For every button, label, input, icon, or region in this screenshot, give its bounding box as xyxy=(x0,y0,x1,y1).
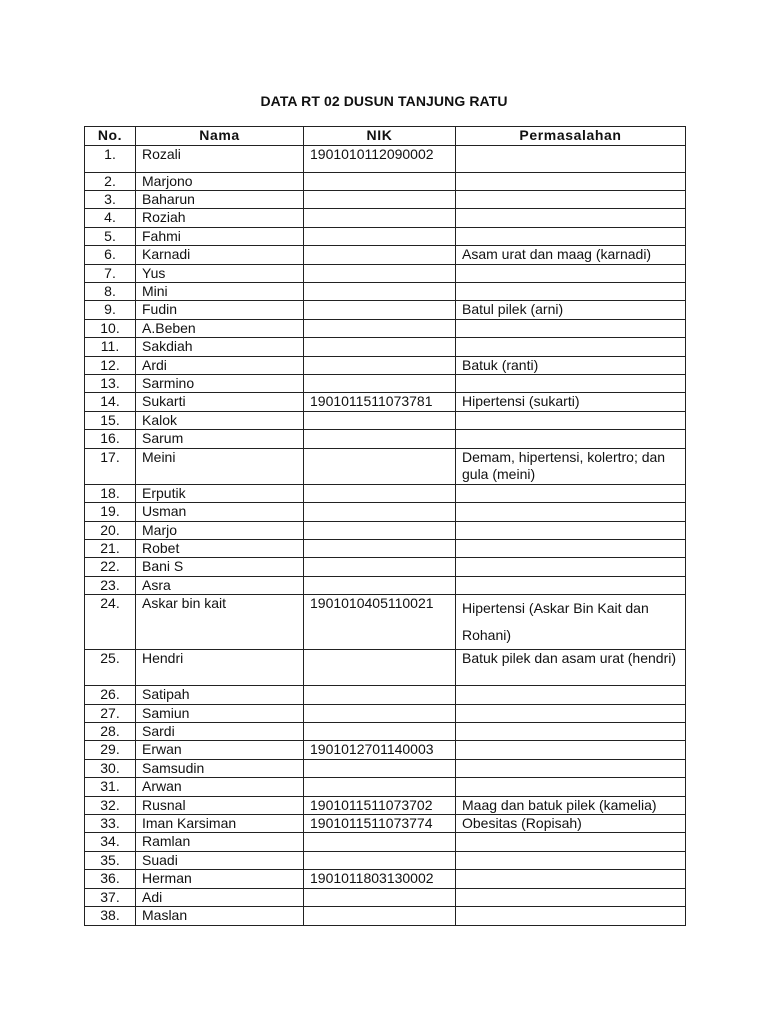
row-nama: Erwan xyxy=(136,741,304,760)
row-permasalahan xyxy=(456,412,686,430)
row-number: 14. xyxy=(85,393,136,412)
row-number: 19. xyxy=(85,503,136,522)
row-nik xyxy=(304,265,456,283)
row-permasalahan xyxy=(456,870,686,889)
row-number: 16. xyxy=(85,430,136,449)
row-permasalahan xyxy=(456,778,686,797)
row-nik xyxy=(304,503,456,522)
table-header-row xyxy=(85,127,686,146)
row-nik: 1901011511073774 xyxy=(304,815,456,833)
row-number: 32. xyxy=(85,797,136,815)
row-number: 38. xyxy=(85,907,136,926)
table-row xyxy=(85,449,686,485)
row-nama: Mini xyxy=(136,283,304,301)
row-nik xyxy=(304,412,456,430)
table-row xyxy=(85,577,686,595)
row-nama: Bani S xyxy=(136,558,304,577)
table-row xyxy=(85,173,686,191)
row-nik: 1901011803130002 xyxy=(304,870,456,889)
row-nama: Roziah xyxy=(136,209,304,228)
row-nama: A.Beben xyxy=(136,320,304,338)
table-row xyxy=(85,246,686,265)
row-nama: Rozali xyxy=(136,146,304,173)
row-nik xyxy=(304,430,456,449)
table-row xyxy=(85,705,686,723)
row-nama: Hendri xyxy=(136,650,304,686)
row-permasalahan: Batuk pilek dan asam urat (hendri) xyxy=(456,650,686,686)
row-permasalahan xyxy=(456,577,686,595)
header-nik: NIK xyxy=(304,127,456,146)
row-nama: Sukarti xyxy=(136,393,304,412)
table-row xyxy=(85,209,686,228)
row-nik xyxy=(304,686,456,705)
row-number: 24. xyxy=(85,595,136,650)
row-nama: Ardi xyxy=(136,357,304,375)
row-permasalahan xyxy=(456,686,686,705)
row-permasalahan xyxy=(456,338,686,357)
row-nik xyxy=(304,485,456,503)
row-permasalahan xyxy=(456,228,686,246)
row-nama: Sarmino xyxy=(136,375,304,393)
row-nama: Ramlan xyxy=(136,833,304,852)
row-permasalahan xyxy=(456,540,686,558)
row-number: 12. xyxy=(85,357,136,375)
row-nik xyxy=(304,522,456,540)
row-number: 11. xyxy=(85,338,136,357)
row-permasalahan xyxy=(456,146,686,173)
table-row xyxy=(85,375,686,393)
row-nama: Sakdiah xyxy=(136,338,304,357)
row-number: 3. xyxy=(85,191,136,209)
row-nama: Askar bin kait xyxy=(136,595,304,650)
row-nama: Suadi xyxy=(136,852,304,870)
row-permasalahan xyxy=(456,485,686,503)
row-permasalahan xyxy=(456,705,686,723)
row-nik xyxy=(304,209,456,228)
row-nama: Marjono xyxy=(136,173,304,191)
row-permasalahan: Obesitas (Ropisah) xyxy=(456,815,686,833)
row-permasalahan xyxy=(456,375,686,393)
row-nik xyxy=(304,320,456,338)
row-nik xyxy=(304,246,456,265)
row-nama: Fahmi xyxy=(136,228,304,246)
row-nik xyxy=(304,191,456,209)
row-number: 5. xyxy=(85,228,136,246)
row-nama: Sardi xyxy=(136,723,304,741)
row-permasalahan xyxy=(456,283,686,301)
row-permasalahan: Hipertensi (sukarti) xyxy=(456,393,686,412)
table-row xyxy=(85,191,686,209)
table-row xyxy=(85,686,686,705)
row-nik xyxy=(304,375,456,393)
row-nama: Yus xyxy=(136,265,304,283)
table-row xyxy=(85,833,686,852)
table-row xyxy=(85,907,686,926)
row-nik xyxy=(304,650,456,686)
row-number: 34. xyxy=(85,833,136,852)
row-nama: Baharun xyxy=(136,191,304,209)
table-row xyxy=(85,870,686,889)
row-number: 30. xyxy=(85,760,136,778)
row-permasalahan xyxy=(456,889,686,907)
row-permasalahan: Hipertensi (Askar Bin Kait dan Rohani) xyxy=(456,595,686,650)
row-number: 7. xyxy=(85,265,136,283)
row-permasalahan xyxy=(456,522,686,540)
row-number: 15. xyxy=(85,412,136,430)
row-number: 33. xyxy=(85,815,136,833)
row-permasalahan xyxy=(456,503,686,522)
row-nama: Usman xyxy=(136,503,304,522)
table-row xyxy=(85,228,686,246)
row-nik xyxy=(304,540,456,558)
row-nik: 1901011511073781 xyxy=(304,393,456,412)
row-nama: Adi xyxy=(136,889,304,907)
row-permasalahan: Maag dan batuk pilek (kamelia) xyxy=(456,797,686,815)
table-row xyxy=(85,485,686,503)
table-row xyxy=(85,320,686,338)
row-nik: 1901011511073702 xyxy=(304,797,456,815)
table-row xyxy=(85,265,686,283)
row-nik xyxy=(304,723,456,741)
row-number: 4. xyxy=(85,209,136,228)
row-nama: Sarum xyxy=(136,430,304,449)
row-nik xyxy=(304,449,456,485)
header-no: No. xyxy=(85,127,136,146)
row-nama: Samsudin xyxy=(136,760,304,778)
row-nama: Marjo xyxy=(136,522,304,540)
row-nik xyxy=(304,778,456,797)
row-permasalahan xyxy=(456,265,686,283)
row-number: 9. xyxy=(85,301,136,320)
row-number: 13. xyxy=(85,375,136,393)
table-row xyxy=(85,430,686,449)
row-permasalahan xyxy=(456,173,686,191)
row-nama: Iman Karsiman xyxy=(136,815,304,833)
table-row xyxy=(85,357,686,375)
table-row xyxy=(85,540,686,558)
row-number: 1. xyxy=(85,146,136,173)
table-row xyxy=(85,393,686,412)
row-number: 8. xyxy=(85,283,136,301)
row-nik xyxy=(304,833,456,852)
row-number: 23. xyxy=(85,577,136,595)
table-body xyxy=(85,146,686,926)
table-row xyxy=(85,815,686,833)
row-nama: Asra xyxy=(136,577,304,595)
row-permasalahan xyxy=(456,430,686,449)
row-nik xyxy=(304,357,456,375)
row-nama: Robet xyxy=(136,540,304,558)
row-nama: Satipah xyxy=(136,686,304,705)
row-nik xyxy=(304,852,456,870)
table-row xyxy=(85,146,686,173)
row-number: 10. xyxy=(85,320,136,338)
row-nama: Maslan xyxy=(136,907,304,926)
row-permasalahan xyxy=(456,209,686,228)
row-number: 26. xyxy=(85,686,136,705)
table-row xyxy=(85,283,686,301)
row-nik xyxy=(304,228,456,246)
row-nik xyxy=(304,889,456,907)
table-row xyxy=(85,558,686,577)
row-permasalahan xyxy=(456,907,686,926)
row-number: 29. xyxy=(85,741,136,760)
row-number: 22. xyxy=(85,558,136,577)
row-nik xyxy=(304,301,456,320)
document-title: DATA RT 02 DUSUN TANJUNG RATU xyxy=(260,93,508,109)
data-table xyxy=(84,126,686,926)
table-row xyxy=(85,522,686,540)
row-number: 25. xyxy=(85,650,136,686)
row-nik xyxy=(304,173,456,191)
row-permasalahan xyxy=(456,852,686,870)
table-row xyxy=(85,301,686,320)
row-nama: Herman xyxy=(136,870,304,889)
row-nik xyxy=(304,338,456,357)
row-permasalahan: Demam, hipertensi, kolertro; dan gula (meini) xyxy=(456,449,686,485)
row-nik: 1901012701140003 xyxy=(304,741,456,760)
row-permasalahan xyxy=(456,760,686,778)
table-row xyxy=(85,889,686,907)
row-permasalahan xyxy=(456,723,686,741)
row-number: 17. xyxy=(85,449,136,485)
row-number: 21. xyxy=(85,540,136,558)
row-number: 20. xyxy=(85,522,136,540)
row-number: 35. xyxy=(85,852,136,870)
row-number: 36. xyxy=(85,870,136,889)
row-nik xyxy=(304,558,456,577)
table-row xyxy=(85,595,686,650)
row-number: 18. xyxy=(85,485,136,503)
row-nik xyxy=(304,760,456,778)
row-nik xyxy=(304,577,456,595)
row-number: 28. xyxy=(85,723,136,741)
row-nik xyxy=(304,705,456,723)
row-nik xyxy=(304,283,456,301)
table-row xyxy=(85,650,686,686)
row-permasalahan xyxy=(456,833,686,852)
row-nama: Meini xyxy=(136,449,304,485)
row-number: 31. xyxy=(85,778,136,797)
header-nama: Nama xyxy=(136,127,304,146)
row-nama: Erputik xyxy=(136,485,304,503)
table-row xyxy=(85,503,686,522)
row-permasalahan xyxy=(456,320,686,338)
row-permasalahan xyxy=(456,558,686,577)
row-nama: Kalok xyxy=(136,412,304,430)
row-permasalahan xyxy=(456,191,686,209)
row-nama: Fudin xyxy=(136,301,304,320)
table-row xyxy=(85,760,686,778)
row-nik xyxy=(304,907,456,926)
row-permasalahan xyxy=(456,741,686,760)
table-row xyxy=(85,797,686,815)
row-nama: Samiun xyxy=(136,705,304,723)
table-row xyxy=(85,412,686,430)
row-permasalahan: Batuk (ranti) xyxy=(456,357,686,375)
row-nik: 1901010112090002 xyxy=(304,146,456,173)
row-nik: 1901010405110021 xyxy=(304,595,456,650)
header-permasalahan: Permasalahan xyxy=(456,127,686,146)
row-nama: Karnadi xyxy=(136,246,304,265)
table-row xyxy=(85,852,686,870)
table-row xyxy=(85,723,686,741)
row-number: 37. xyxy=(85,889,136,907)
row-permasalahan: Asam urat dan maag (karnadi) xyxy=(456,246,686,265)
row-number: 6. xyxy=(85,246,136,265)
row-number: 27. xyxy=(85,705,136,723)
table-row xyxy=(85,778,686,797)
row-nama: Rusnal xyxy=(136,797,304,815)
table-row xyxy=(85,338,686,357)
table-row xyxy=(85,741,686,760)
row-number: 2. xyxy=(85,173,136,191)
row-permasalahan: Batul pilek (arni) xyxy=(456,301,686,320)
row-nama: Arwan xyxy=(136,778,304,797)
